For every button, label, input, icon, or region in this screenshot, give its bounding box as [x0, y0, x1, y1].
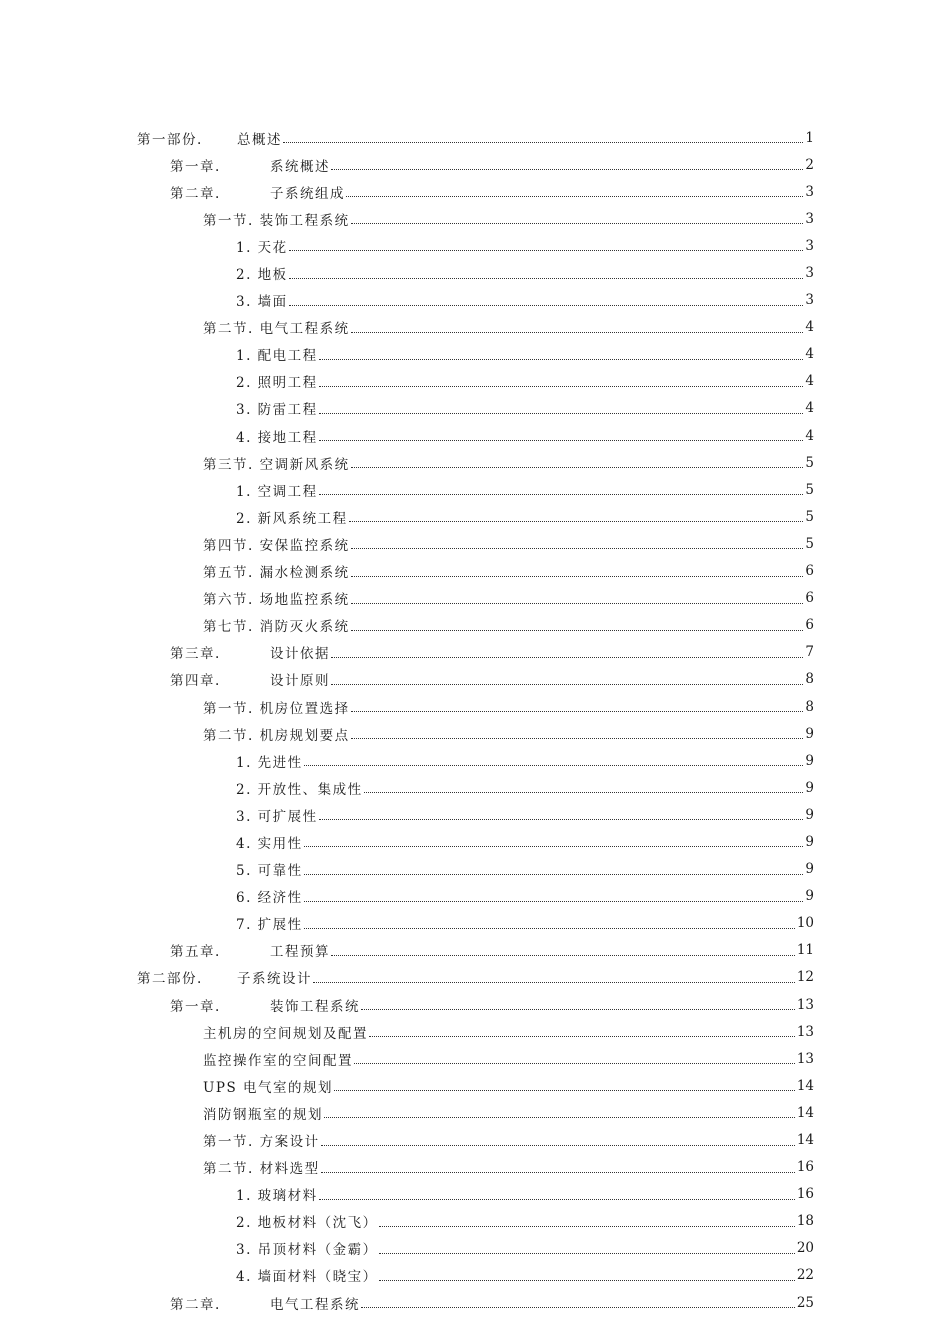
- toc-entry-line: [236, 371, 950, 391]
- toc-entry[interactable]: [0, 1099, 950, 1126]
- toc-entry-page-number: 4: [805, 373, 814, 390]
- toc-entry-title: 2. 地板材料（沈飞）: [236, 1215, 378, 1232]
- toc-entry-page-number: 14: [796, 1077, 814, 1094]
- toc-entry-title: 第五节. 漏水检测系统: [203, 565, 350, 582]
- toc-entry-page-number: 9: [805, 833, 814, 850]
- toc-entry-title: 设计依据: [270, 646, 330, 663]
- toc-entry-line: [203, 615, 950, 635]
- toc-entry-title: 电气工程系统: [270, 1296, 360, 1313]
- toc-entry[interactable]: [0, 1208, 950, 1235]
- toc-entry-title: 2. 照明工程: [236, 375, 318, 392]
- toc-entry-line: [203, 534, 950, 554]
- toc-entry-page-number: 14: [796, 1132, 814, 1149]
- toc-entry[interactable]: [0, 205, 950, 232]
- toc-entry-page-number: 8: [805, 698, 814, 715]
- toc-entry[interactable]: [0, 828, 950, 855]
- dot-leader: [313, 982, 795, 983]
- toc-entry-page-number: 2: [805, 156, 814, 173]
- dot-leader: [304, 765, 804, 766]
- dot-leader: [354, 1063, 795, 1064]
- toc-entry[interactable]: [0, 666, 950, 693]
- toc-entry-page-number: 6: [805, 617, 814, 634]
- dot-leader: [304, 928, 795, 929]
- toc-entry[interactable]: [0, 910, 950, 937]
- toc-entry-line: [203, 209, 950, 229]
- toc-entry[interactable]: [0, 151, 950, 178]
- toc-entry-page-number: 9: [805, 725, 814, 742]
- toc-entry-title: 第六节. 场地监控系统: [203, 592, 350, 609]
- dot-leader: [346, 196, 803, 197]
- toc-entry[interactable]: [0, 585, 950, 612]
- dot-leader: [349, 521, 804, 522]
- toc-entry-title: 1. 配电工程: [236, 348, 318, 365]
- toc-entry-title: 第一节. 装饰工程系统: [203, 212, 350, 229]
- toc-entry-title: 消防钢瓶室的规划: [203, 1106, 323, 1123]
- toc-entry-page-number: 5: [805, 508, 814, 525]
- toc-entry[interactable]: [0, 991, 950, 1018]
- dot-leader: [319, 440, 804, 441]
- toc-entry[interactable]: [0, 422, 950, 449]
- toc-entry[interactable]: [0, 314, 950, 341]
- dot-leader: [379, 1226, 795, 1227]
- dot-leader: [351, 603, 804, 604]
- toc-entry-line: [236, 290, 950, 310]
- toc-entry-line: [170, 642, 950, 662]
- dot-leader: [319, 386, 804, 387]
- toc-entry-number: 第四章.: [170, 673, 221, 690]
- toc-entry-page-number: 9: [805, 888, 814, 905]
- toc-entry-title: 第四节. 安保监控系统: [203, 537, 350, 554]
- toc-entry-title: 4. 墙面材料（晓宝）: [236, 1269, 378, 1286]
- toc-entry-page-number: 3: [805, 183, 814, 200]
- dot-leader: [331, 169, 803, 170]
- toc-entry-page-number: 13: [796, 1023, 814, 1040]
- dot-leader: [304, 874, 804, 875]
- toc-entry[interactable]: [0, 1289, 950, 1316]
- toc-entry-line: [236, 236, 950, 256]
- toc-entry-line: [203, 697, 950, 717]
- dot-leader: [289, 305, 804, 306]
- toc-entry[interactable]: [0, 856, 950, 883]
- toc-entry-line: [170, 669, 950, 689]
- dot-leader: [321, 1145, 795, 1146]
- toc-entry-line: [137, 967, 950, 987]
- dot-leader: [351, 711, 804, 712]
- toc-entry-title: 2. 地板: [236, 267, 288, 284]
- toc-entry[interactable]: [0, 1235, 950, 1262]
- toc-entry-page-number: 11: [796, 942, 814, 959]
- toc-entry[interactable]: [0, 530, 950, 557]
- toc-entry-page-number: 18: [796, 1213, 814, 1230]
- toc-entry-line: [236, 805, 950, 825]
- toc-entry-title: UPS 电气室的规划: [203, 1079, 334, 1096]
- toc-entry-title: 1. 先进性: [236, 754, 303, 771]
- toc-entry-page-number: 4: [805, 400, 814, 417]
- toc-entry-title: 第二节. 机房规划要点: [203, 727, 350, 744]
- dot-leader: [289, 250, 804, 251]
- toc-entry-line: [203, 1130, 950, 1150]
- dot-leader: [331, 955, 795, 956]
- toc-entry-number: 第一章.: [170, 158, 221, 175]
- toc-entry[interactable]: [0, 124, 950, 151]
- toc-entry-title: 监控操作室的空间配置: [203, 1052, 353, 1069]
- toc-entry-line: [236, 507, 950, 527]
- toc-entry-number: 第二章.: [170, 1296, 221, 1313]
- toc-entry-line: [203, 1157, 950, 1177]
- dot-leader: [331, 657, 803, 658]
- toc-entry-page-number: 1: [805, 129, 814, 146]
- dot-leader: [289, 278, 804, 279]
- toc-entry[interactable]: [0, 287, 950, 314]
- toc-entry[interactable]: [0, 449, 950, 476]
- toc-entry[interactable]: [0, 720, 950, 747]
- toc-entry-line: [170, 1293, 950, 1313]
- dot-leader: [319, 359, 804, 360]
- toc-entry-title: 第七节. 消防灭火系统: [203, 619, 350, 636]
- toc-entry-page-number: 5: [805, 481, 814, 498]
- toc-entry[interactable]: [0, 1126, 950, 1153]
- toc-entry-page-number: 8: [805, 671, 814, 688]
- toc-entry-number: 第二章.: [170, 185, 221, 202]
- toc-entry-page-number: 5: [805, 454, 814, 471]
- dot-leader: [331, 684, 803, 685]
- toc-entry-line: [203, 317, 950, 337]
- toc-entry-line: [236, 751, 950, 771]
- toc-entry-line: [170, 995, 950, 1015]
- toc-entry-page-number: 22: [796, 1267, 814, 1284]
- toc-entry-line: [236, 263, 950, 283]
- toc-entry[interactable]: [0, 503, 950, 530]
- toc-entry-line: [236, 859, 950, 879]
- dot-leader: [334, 1090, 795, 1091]
- toc-entry-title: 第三节. 空调新风系统: [203, 456, 350, 473]
- toc-entry-title: 第二节. 材料选型: [203, 1161, 320, 1178]
- toc-entry[interactable]: [0, 801, 950, 828]
- toc-entry-page-number: 13: [796, 996, 814, 1013]
- toc-entry-line: [236, 1184, 950, 1204]
- toc-entry-title: 1. 天花: [236, 239, 288, 256]
- toc-entry-title: 4. 接地工程: [236, 429, 318, 446]
- dot-leader: [379, 1280, 795, 1281]
- toc-entry-line: [203, 724, 950, 744]
- toc-entry-page-number: 3: [805, 265, 814, 282]
- dot-leader: [319, 494, 804, 495]
- dot-leader: [351, 630, 804, 631]
- toc-entry[interactable]: [0, 612, 950, 639]
- toc-entry-title: 3. 防雷工程: [236, 402, 318, 419]
- dot-leader: [351, 467, 804, 468]
- toc-entry-page-number: 3: [805, 210, 814, 227]
- dot-leader: [361, 1307, 795, 1308]
- dot-leader: [351, 738, 804, 739]
- toc-entry-line: [203, 588, 950, 608]
- toc-entry-page-number: 9: [805, 806, 814, 823]
- toc-entry-title: 第二节. 电气工程系统: [203, 321, 350, 338]
- dot-leader: [304, 901, 804, 902]
- toc-entry-line: [203, 453, 950, 473]
- toc-entry-line: [170, 182, 950, 202]
- toc-entry-page-number: 16: [796, 1186, 814, 1203]
- toc-entry[interactable]: [0, 1181, 950, 1208]
- toc-entry-title: 总概述: [237, 131, 282, 148]
- toc-entry-title: 系统概述: [270, 158, 330, 175]
- toc-entry-title: 2. 开放性、集成性: [236, 781, 363, 798]
- toc-entry-page-number: 4: [805, 346, 814, 363]
- toc-entry-page-number: 20: [796, 1240, 814, 1257]
- toc-entry-title: 装饰工程系统: [270, 998, 360, 1015]
- toc-entry-line: [236, 426, 950, 446]
- toc-entry-line: [137, 128, 950, 148]
- toc-entry[interactable]: [0, 774, 950, 801]
- dot-leader: [304, 846, 804, 847]
- dot-leader: [351, 576, 804, 577]
- toc-entry-line: [203, 1103, 950, 1123]
- dot-leader: [319, 413, 804, 414]
- dot-leader: [351, 548, 804, 549]
- toc-entry[interactable]: [0, 693, 950, 720]
- toc-entry[interactable]: [0, 476, 950, 503]
- toc-entry[interactable]: [0, 341, 950, 368]
- dot-leader: [351, 332, 804, 333]
- toc-entry-page-number: 6: [805, 590, 814, 607]
- toc-entry-title: 主机房的空间规划及配置: [203, 1025, 368, 1042]
- toc-entry-page-number: 12: [796, 969, 814, 986]
- toc-entry-title: 3. 可扩展性: [236, 808, 318, 825]
- dot-leader: [319, 819, 804, 820]
- dot-leader: [321, 1172, 795, 1173]
- dot-leader: [364, 792, 804, 793]
- toc-entry-page-number: 16: [796, 1159, 814, 1176]
- toc-entry-title: 子系统设计: [237, 971, 312, 988]
- toc-entry-number: 第二部份.: [137, 971, 203, 988]
- toc-entry-line: [236, 778, 950, 798]
- toc-entry[interactable]: [0, 1045, 950, 1072]
- toc-entry[interactable]: [0, 395, 950, 422]
- toc-entry-title: 工程预算: [270, 944, 330, 961]
- toc-entry[interactable]: [0, 259, 950, 286]
- toc-entry-number: 第一章.: [170, 998, 221, 1015]
- toc-entry[interactable]: [0, 232, 950, 259]
- toc-entry[interactable]: [0, 1018, 950, 1045]
- toc-entry[interactable]: [0, 1072, 950, 1099]
- toc-entry[interactable]: [0, 368, 950, 395]
- toc-entry-title: 子系统组成: [270, 185, 345, 202]
- toc-entry-page-number: 3: [805, 237, 814, 254]
- toc-entry-title: 3. 吊顶材料（金霸）: [236, 1242, 378, 1259]
- toc-entry-title: 第一节. 机房位置选择: [203, 700, 350, 717]
- dot-leader: [324, 1117, 795, 1118]
- dot-leader: [283, 142, 803, 143]
- toc-entry[interactable]: [0, 1262, 950, 1289]
- toc-entry-line: [236, 480, 950, 500]
- dot-leader: [361, 1009, 795, 1010]
- toc-entry-title: 7. 扩展性: [236, 917, 303, 934]
- toc-entry[interactable]: [0, 1154, 950, 1181]
- toc-entry-page-number: 9: [805, 752, 814, 769]
- toc-entry-title: 2. 新风系统工程: [236, 510, 348, 527]
- toc-entry-title: 3. 墙面: [236, 294, 288, 311]
- toc-entry-page-number: 9: [805, 861, 814, 878]
- toc-entry[interactable]: [0, 937, 950, 964]
- dot-leader: [319, 1199, 795, 1200]
- toc-entry-page-number: 25: [796, 1294, 814, 1311]
- dot-leader: [351, 223, 804, 224]
- toc-entry-title: 设计原则: [270, 673, 330, 690]
- toc-entry-page-number: 4: [805, 319, 814, 336]
- toc-entry-number: 第一部份.: [137, 131, 203, 148]
- toc-entry-page-number: 7: [805, 644, 814, 661]
- toc-entry-title: 第一节. 方案设计: [203, 1134, 320, 1151]
- toc-entry-line: [170, 155, 950, 175]
- toc-entry-number: 第三章.: [170, 646, 221, 663]
- toc-entry-page-number: 9: [805, 779, 814, 796]
- toc-entry-line: [236, 832, 950, 852]
- toc-entry[interactable]: [0, 964, 950, 991]
- toc-entry-line: [236, 344, 950, 364]
- toc-entry-page-number: 10: [796, 915, 814, 932]
- table-of-contents: [0, 124, 950, 1316]
- toc-entry-page-number: 6: [805, 563, 814, 580]
- toc-entry[interactable]: [0, 639, 950, 666]
- toc-entry-page-number: 13: [796, 1050, 814, 1067]
- toc-entry-line: [236, 398, 950, 418]
- toc-entry-title: 4. 实用性: [236, 835, 303, 852]
- toc-entry-line: [203, 1022, 950, 1042]
- toc-entry-page-number: 4: [805, 427, 814, 444]
- toc-entry[interactable]: [0, 178, 950, 205]
- toc-entry[interactable]: [0, 883, 950, 910]
- toc-entry-page-number: 14: [796, 1104, 814, 1121]
- toc-entry-title: 1. 空调工程: [236, 483, 318, 500]
- toc-entry-title: 1. 玻璃材料: [236, 1188, 318, 1205]
- toc-entry-page-number: 5: [805, 535, 814, 552]
- toc-entry-title: 5. 可靠性: [236, 863, 303, 880]
- toc-entry-line: [236, 1238, 950, 1258]
- toc-entry-line: [203, 561, 950, 581]
- toc-entry-number: 第五章.: [170, 944, 221, 961]
- toc-entry-line: [203, 1049, 950, 1069]
- toc-entry-line: [236, 913, 950, 933]
- toc-entry-line: [236, 886, 950, 906]
- toc-entry[interactable]: [0, 558, 950, 585]
- toc-entry-title: 6. 经济性: [236, 890, 303, 907]
- toc-entry[interactable]: [0, 747, 950, 774]
- toc-entry-line: [170, 940, 950, 960]
- dot-leader: [379, 1253, 795, 1254]
- toc-entry-line: [236, 1265, 950, 1285]
- toc-entry-line: [236, 1211, 950, 1231]
- toc-entry-line: [203, 1076, 950, 1096]
- toc-entry-page-number: 3: [805, 292, 814, 309]
- dot-leader: [369, 1036, 795, 1037]
